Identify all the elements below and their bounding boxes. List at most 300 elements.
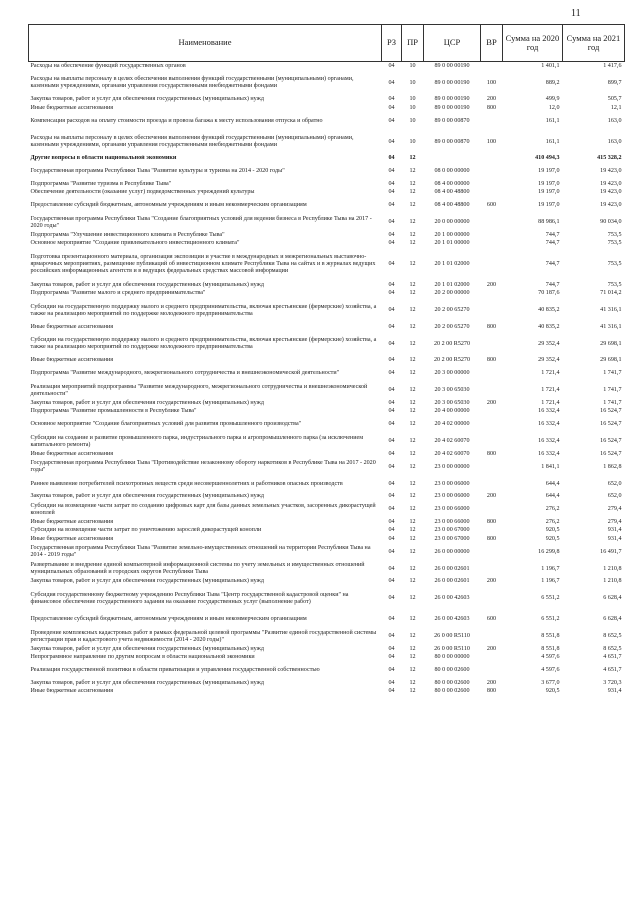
row-rz: 04 bbox=[388, 463, 395, 470]
row-name: Подпрограмма "Развитие промышленности в Республике Тыва" bbox=[30, 408, 197, 415]
row-name: Обеспечение деятельности (оказание услуг) подведомственных учреждений культуры bbox=[30, 189, 255, 196]
row-csr: 80 0 00 02600 bbox=[434, 679, 470, 686]
row-csr: 26 0 00 00000 bbox=[434, 548, 470, 555]
row-name: Предоставление субсидий бюджетным, автономным учреждениям и иным некоммерческим организациям bbox=[30, 616, 307, 623]
row-sum-2020: 6 551,2 bbox=[541, 616, 560, 623]
row-sum-2020: 8 551,8 bbox=[541, 645, 560, 652]
row-sum-2021: 41 316,1 bbox=[600, 323, 622, 330]
row-sum-2020: 16 332,4 bbox=[538, 450, 560, 457]
row-vr bbox=[481, 189, 503, 198]
row-sum-2021: 19 423,0 bbox=[600, 180, 622, 187]
row-csr: 89 0 00 00190 bbox=[434, 104, 470, 111]
row-name: Иные бюджетные ассигнования bbox=[30, 357, 114, 364]
row-csr: 20 3 00 65030 bbox=[434, 387, 470, 394]
row-pr: 12 bbox=[409, 281, 416, 288]
row-rz: 04 bbox=[388, 202, 395, 209]
row-vr bbox=[481, 62, 503, 71]
row-vr bbox=[481, 527, 503, 536]
row-sum-2020: 744,7 bbox=[545, 240, 560, 247]
table-row bbox=[29, 130, 625, 155]
row-vr bbox=[481, 382, 503, 399]
row-csr: 20 2 00 65270 bbox=[434, 307, 470, 314]
row-csr bbox=[424, 155, 481, 164]
row-rz: 04 bbox=[388, 62, 395, 69]
row-csr: 08 4 00 00000 bbox=[434, 180, 470, 187]
row-name: Субсидии на возмещение части затрат по уничтожению зарослей дикорастущей конопли bbox=[30, 527, 262, 534]
row-sum-2020: 889,2 bbox=[545, 79, 560, 86]
row-rz: 04 bbox=[388, 307, 395, 314]
table-row bbox=[29, 180, 625, 189]
row-sum-2020: 744,7 bbox=[545, 231, 560, 238]
row-sum-2020: 920,5 bbox=[545, 527, 560, 534]
row-rz: 04 bbox=[388, 261, 395, 268]
row-vr bbox=[481, 365, 503, 382]
row-csr: 08 0 00 00000 bbox=[434, 168, 470, 175]
row-pr: 12 bbox=[409, 506, 416, 513]
row-name: Закупка товаров, работ и услуг для обеспечения государственных (муниципальных) нужд bbox=[30, 399, 264, 406]
row-vr bbox=[481, 290, 503, 299]
row-sum-2020: 19 197,0 bbox=[538, 202, 560, 209]
row-csr: 80 0 00 02600 bbox=[434, 688, 470, 695]
row-pr: 12 bbox=[409, 595, 416, 602]
row-sum-2020: 16 332,4 bbox=[538, 421, 560, 428]
row-sum-2020: 276,2 bbox=[545, 518, 560, 525]
table-row bbox=[29, 155, 625, 164]
row-vr bbox=[481, 544, 503, 561]
table-row bbox=[29, 518, 625, 527]
row-sum-2020: 644,4 bbox=[545, 493, 560, 500]
row-sum-2021: 1 862,8 bbox=[603, 463, 622, 470]
row-csr: 23 0 00 06000 bbox=[434, 480, 470, 487]
table-row bbox=[29, 214, 625, 231]
row-rz: 04 bbox=[388, 421, 395, 428]
row-name: Субсидии на государственную поддержку малого и среднего предпринимательства, включая крестьянские (фермерские) хозяйства, а также на реализацию мероприятий по поддержке молодежного предпринимательства bbox=[30, 337, 377, 350]
row-vr bbox=[481, 248, 503, 281]
row-sum-2021: 1 741,7 bbox=[603, 399, 622, 406]
header-vr: ВР bbox=[481, 25, 503, 62]
row-rz: 04 bbox=[388, 645, 395, 652]
table-row bbox=[29, 611, 625, 628]
row-rz: 04 bbox=[388, 480, 395, 487]
row-rz: 04 bbox=[388, 370, 395, 377]
row-sum-2020: 16 332,4 bbox=[538, 438, 560, 445]
row-name: Иные бюджетные ассигнования bbox=[30, 104, 114, 111]
row-name: Субсидии на государственную поддержку малого и среднего предпринимательства, включая крестьянские (фермерские) хозяйства, а также на реализацию мероприятий по поддержке молодежного предпринимательства bbox=[30, 303, 377, 317]
table-row bbox=[29, 645, 625, 654]
row-name: Расходы на выплаты персоналу в целях обеспечения выполнения функций государственными (муниципальными) органами, казенными учреждениями, органами управления государственными внебюджетными фондами bbox=[30, 76, 354, 89]
row-sum-2021: 279,4 bbox=[607, 506, 622, 513]
row-rz: 04 bbox=[388, 450, 395, 457]
row-name: Проведение комплексных кадастровых работ в рамках федеральной целевой программы "Развитие единой государственной системы регистрации прав и кадастрового учета недвижимости (2014 - 2020 годы)" bbox=[30, 629, 377, 643]
row-csr: 23 0 00 00000 bbox=[434, 463, 470, 470]
row-sum-2020: 6 551,2 bbox=[541, 595, 560, 602]
row-name: Субсидия государственному бюджетному учреждению Республики Тыва "Центр государственной кадастровой оценки" на финансовое обеспечение государственного задания на оказание государственных услуг (выполнение работ) bbox=[30, 591, 349, 605]
row-pr: 12 bbox=[409, 565, 416, 572]
header-name: Наименование bbox=[29, 25, 382, 62]
row-sum-2021: 1 210,8 bbox=[603, 578, 622, 585]
row-csr: 20 0 00 00000 bbox=[434, 219, 470, 226]
row-sum-2021: 16 524,7 bbox=[600, 421, 622, 428]
table-body bbox=[29, 62, 625, 697]
row-sum-2020: 16 299,8 bbox=[538, 548, 560, 555]
row-rz: 04 bbox=[388, 155, 395, 162]
row-sum-2020: 276,2 bbox=[545, 506, 560, 513]
row-sum-2020: 4 597,6 bbox=[541, 654, 560, 661]
row-sum-2021: 931,4 bbox=[607, 535, 622, 542]
row-rz: 04 bbox=[388, 548, 395, 555]
row-sum-2021: 16 524,7 bbox=[600, 438, 622, 445]
row-pr: 10 bbox=[409, 62, 416, 69]
row-sum-2021: 1 417,6 bbox=[603, 62, 622, 69]
table-row bbox=[29, 71, 625, 96]
table-row bbox=[29, 654, 625, 663]
row-csr: 26 0 00 R5110 bbox=[434, 645, 470, 652]
row-sum-2021: 90 034,0 bbox=[600, 219, 622, 226]
row-sum-2021: 753,5 bbox=[607, 261, 622, 268]
table-row bbox=[29, 96, 625, 105]
table-header bbox=[29, 25, 625, 62]
row-rz: 04 bbox=[388, 578, 395, 585]
row-pr: 10 bbox=[409, 96, 416, 103]
table-row bbox=[29, 578, 625, 587]
row-csr: 89 0 00 00870 bbox=[434, 138, 470, 145]
row-sum-2021: 19 423,0 bbox=[600, 189, 622, 196]
row-vr: 800 bbox=[486, 323, 497, 330]
row-rz: 04 bbox=[388, 688, 395, 695]
row-vr: 200 bbox=[486, 493, 497, 500]
row-sum-2021: 12,1 bbox=[610, 104, 622, 111]
row-csr: 89 0 00 00190 bbox=[434, 96, 470, 103]
row-pr: 12 bbox=[409, 168, 416, 175]
row-rz: 04 bbox=[388, 408, 395, 415]
row-vr bbox=[481, 113, 503, 130]
row-pr: 12 bbox=[409, 323, 416, 330]
table-row bbox=[29, 586, 625, 611]
row-sum-2021: 899,7 bbox=[607, 79, 622, 86]
budget-table-container bbox=[28, 24, 624, 696]
row-rz: 04 bbox=[388, 79, 395, 86]
row-sum-2020: 499,9 bbox=[545, 96, 560, 103]
row-vr bbox=[481, 298, 503, 323]
table-row bbox=[29, 399, 625, 408]
row-sum-2021: 3 720,3 bbox=[603, 679, 622, 686]
row-pr: 12 bbox=[409, 219, 416, 226]
row-name: Расходы на выплаты персоналу в целях обеспечения выполнения функций государственными (муниципальными) органами, казенными учреждениями, органами управления государственными внебюджетными фондами bbox=[30, 135, 354, 148]
row-pr: 12 bbox=[409, 240, 416, 247]
row-sum-2020: 40 835,2 bbox=[538, 307, 560, 314]
row-pr: 12 bbox=[409, 180, 416, 187]
row-sum-2021: 16 524,7 bbox=[600, 408, 622, 415]
row-csr: 23 0 00 06000 bbox=[434, 493, 470, 500]
row-sum-2021: 652,0 bbox=[607, 493, 622, 500]
row-sum-2020: 1 721,4 bbox=[541, 370, 560, 377]
table-row bbox=[29, 688, 625, 697]
row-name: Закупка товаров, работ и услуг для обеспечения государственных (муниципальных) нужд bbox=[30, 645, 264, 652]
row-sum-2020: 1 721,4 bbox=[541, 399, 560, 406]
row-pr: 12 bbox=[409, 261, 416, 268]
table-row bbox=[29, 290, 625, 299]
row-sum-2020: 29 352,4 bbox=[538, 357, 560, 364]
row-rz: 04 bbox=[388, 438, 395, 445]
row-csr: 20 2 00 65270 bbox=[434, 323, 470, 330]
table-row bbox=[29, 323, 625, 332]
table-row bbox=[29, 240, 625, 249]
row-name: Государственная программа Республики Тыва "Создание благоприятных условий для ведения бизнеса в Республике Тыва на 2017 - 2020 годы" bbox=[30, 215, 372, 229]
row-sum-2020: 4 597,6 bbox=[541, 667, 560, 674]
row-vr: 800 bbox=[486, 357, 497, 364]
row-rz: 04 bbox=[388, 535, 395, 542]
table-row bbox=[29, 459, 625, 476]
row-vr bbox=[481, 332, 503, 357]
row-name: Подпрограмма "Развитие малого и среднего предпринимательства" bbox=[30, 290, 206, 297]
row-vr: 800 bbox=[486, 535, 497, 542]
row-pr: 10 bbox=[409, 79, 416, 86]
header-rz: РЗ bbox=[382, 25, 402, 62]
row-name: Реализация государственной политики в области приватизации и управления государственной собственностью bbox=[30, 667, 320, 674]
row-sum-2021: 16 524,7 bbox=[600, 450, 622, 457]
row-name: Государственная программа Республики Тыва "Противодействие незаконному обороту наркотиков в Республике Тыва на 2017 - 2020 годы" bbox=[30, 460, 376, 473]
row-sum-2020: 1 401,1 bbox=[541, 62, 560, 69]
row-sum-2021: 931,4 bbox=[607, 688, 622, 695]
row-csr: 80 0 00 02600 bbox=[434, 667, 470, 674]
row-rz: 04 bbox=[388, 168, 395, 175]
row-sum-2020: 161,1 bbox=[545, 117, 560, 124]
row-pr: 12 bbox=[409, 463, 416, 470]
row-sum-2021: 71 014,2 bbox=[600, 290, 622, 297]
row-rz: 04 bbox=[388, 189, 395, 196]
table-row bbox=[29, 527, 625, 536]
row-vr bbox=[481, 231, 503, 240]
row-sum-2021: 505,7 bbox=[607, 96, 622, 103]
row-sum-2020: 19 197,0 bbox=[538, 189, 560, 196]
table-row bbox=[29, 298, 625, 323]
row-sum-2021: 8 652,5 bbox=[603, 645, 622, 652]
row-name: Расходы на обеспечение функций государственных органов bbox=[30, 62, 186, 69]
table-row bbox=[29, 408, 625, 417]
row-sum-2020: 3 677,0 bbox=[541, 679, 560, 686]
row-vr: 200 bbox=[486, 281, 497, 288]
table-row bbox=[29, 416, 625, 433]
row-sum-2021: 753,5 bbox=[607, 281, 622, 288]
row-rz: 04 bbox=[388, 96, 395, 103]
row-name: Подпрограмма "Улучшение инвестиционного климата в Республике Тыва" bbox=[30, 231, 225, 238]
table-row bbox=[29, 501, 625, 518]
row-vr bbox=[481, 628, 503, 645]
row-rz: 04 bbox=[388, 357, 395, 364]
row-pr: 12 bbox=[409, 155, 416, 162]
table-row bbox=[29, 476, 625, 493]
row-csr: 20 4 02 00000 bbox=[434, 421, 470, 428]
row-csr: 89 0 00 00870 bbox=[434, 117, 470, 124]
row-csr: 20 4 02 60070 bbox=[434, 450, 470, 457]
row-sum-2020: 1 196,7 bbox=[541, 565, 560, 572]
header-sum-2021: Сумма на 2021 год bbox=[563, 25, 625, 62]
table-row bbox=[29, 544, 625, 561]
row-name: Реализация мероприятий подпрограммы "Развитие международного, межрегионального сотрудничества и внешнеэкономической деятельности" bbox=[30, 383, 368, 397]
row-sum-2021: 753,5 bbox=[607, 240, 622, 247]
row-pr: 12 bbox=[409, 480, 416, 487]
row-vr: 100 bbox=[486, 138, 497, 145]
row-rz: 04 bbox=[388, 518, 395, 525]
row-rz: 04 bbox=[388, 219, 395, 226]
row-rz: 04 bbox=[388, 323, 395, 330]
row-vr: 800 bbox=[486, 518, 497, 525]
row-sum-2020: 19 197,0 bbox=[538, 168, 560, 175]
row-csr: 23 0 00 67000 bbox=[434, 527, 470, 534]
row-rz: 04 bbox=[388, 138, 395, 145]
row-sum-2021: 1 741,7 bbox=[603, 387, 622, 394]
row-rz: 04 bbox=[388, 399, 395, 406]
row-sum-2020: 920,5 bbox=[545, 688, 560, 695]
row-name: Иные бюджетные ассигнования bbox=[30, 518, 114, 525]
row-pr: 12 bbox=[409, 493, 416, 500]
row-name: Подпрограмма "Развитие туризма в Республике Тыва" bbox=[30, 180, 172, 187]
row-csr: 89 0 00 00190 bbox=[434, 62, 470, 69]
row-csr: 08 4 00 48800 bbox=[434, 189, 470, 196]
table-row bbox=[29, 197, 625, 214]
row-vr bbox=[481, 654, 503, 663]
row-rz: 04 bbox=[388, 240, 395, 247]
table-row bbox=[29, 104, 625, 113]
row-sum-2020: 920,5 bbox=[545, 535, 560, 542]
table-row bbox=[29, 450, 625, 459]
row-name: Непрограммное направление по другим вопросам в области национальной экономики bbox=[30, 654, 255, 661]
row-pr: 12 bbox=[409, 340, 416, 347]
row-csr: 26 0 00 42603 bbox=[434, 595, 470, 602]
row-vr: 200 bbox=[486, 578, 497, 585]
row-name: Иные бюджетные ассигнования bbox=[30, 450, 114, 457]
row-sum-2021: 4 651,7 bbox=[603, 667, 622, 674]
row-rz: 04 bbox=[388, 633, 395, 640]
row-sum-2020: 744,7 bbox=[545, 261, 560, 268]
row-vr bbox=[481, 240, 503, 249]
row-pr: 12 bbox=[409, 518, 416, 525]
table-row bbox=[29, 679, 625, 688]
row-pr: 10 bbox=[409, 104, 416, 111]
row-sum-2020: 744,7 bbox=[545, 281, 560, 288]
table-row bbox=[29, 357, 625, 366]
row-sum-2021: 29 698,1 bbox=[600, 340, 622, 347]
row-csr: 26 0 00 42603 bbox=[434, 616, 470, 623]
row-sum-2021: 931,4 bbox=[607, 527, 622, 534]
row-pr: 12 bbox=[409, 688, 416, 695]
row-pr: 12 bbox=[409, 231, 416, 238]
row-vr bbox=[481, 459, 503, 476]
row-pr: 12 bbox=[409, 399, 416, 406]
row-csr: 08 4 00 48800 bbox=[434, 202, 470, 209]
row-rz: 04 bbox=[388, 595, 395, 602]
row-csr: 20 4 00 00000 bbox=[434, 408, 470, 415]
row-name: Государственная программа Республики Тыва "Развитие земельно-имущественных отношений на территории Республики Тыва на 2014 - 2019 годы" bbox=[30, 545, 371, 558]
row-sum-2020: 16 332,4 bbox=[538, 408, 560, 415]
row-name: Закупка товаров, работ и услуг для обеспечения государственных (муниципальных) нужд bbox=[30, 281, 264, 288]
row-name: Развертывание и внедрение единой компьютерной информационной системы по учету земельных и имущественных отношений муниципальных образований и городских округов Республики Тыва bbox=[30, 562, 365, 575]
row-vr bbox=[481, 586, 503, 611]
row-csr: 26 0 00 02601 bbox=[434, 565, 470, 572]
row-pr: 12 bbox=[409, 357, 416, 364]
table-row bbox=[29, 332, 625, 357]
row-pr: 12 bbox=[409, 616, 416, 623]
row-sum-2021: 19 423,0 bbox=[600, 202, 622, 209]
row-vr bbox=[481, 416, 503, 433]
table-row bbox=[29, 163, 625, 180]
table-row bbox=[29, 561, 625, 578]
budget-table bbox=[28, 24, 625, 696]
row-csr: 20 2 00 00000 bbox=[434, 290, 470, 297]
row-rz: 04 bbox=[388, 387, 395, 394]
row-vr: 200 bbox=[486, 679, 497, 686]
row-rz: 04 bbox=[388, 340, 395, 347]
row-sum-2020: 8 551,8 bbox=[541, 633, 560, 640]
row-sum-2021: 29 698,1 bbox=[600, 357, 622, 364]
row-sum-2020: 19 197,0 bbox=[538, 180, 560, 187]
row-name: Другие вопросы в области национальной экономики bbox=[30, 155, 177, 162]
row-csr: 20 1 01 02000 bbox=[434, 281, 470, 288]
row-sum-2021: 163,0 bbox=[607, 117, 622, 124]
row-name: Раннее выявление потребителей психотропных веществ среди несовершеннолетних и работников опасных производств bbox=[30, 480, 343, 487]
row-csr: 26 0 00 R5110 bbox=[434, 633, 470, 640]
row-csr: 80 0 00 00000 bbox=[434, 654, 470, 661]
row-pr: 12 bbox=[409, 450, 416, 457]
row-sum-2021: 4 651,7 bbox=[603, 654, 622, 661]
row-sum-2021: 279,4 bbox=[607, 518, 622, 525]
page-number: 11 bbox=[571, 8, 581, 19]
row-sum-2020: 161,1 bbox=[545, 138, 560, 145]
row-vr: 800 bbox=[486, 104, 497, 111]
row-name: Компенсация расходов на оплату стоимости проезда и провоза багажа к месту использования отпуска и обратно bbox=[30, 117, 323, 124]
row-name: Иные бюджетные ассигнования bbox=[30, 688, 114, 695]
row-rz: 04 bbox=[388, 493, 395, 500]
row-pr: 12 bbox=[409, 438, 416, 445]
row-rz: 04 bbox=[388, 679, 395, 686]
row-sum-2020: 40 835,2 bbox=[538, 323, 560, 330]
row-pr: 10 bbox=[409, 117, 416, 124]
row-pr: 12 bbox=[409, 645, 416, 652]
row-name: Иные бюджетные ассигнования bbox=[30, 535, 114, 542]
row-vr bbox=[481, 155, 503, 164]
row-rz: 04 bbox=[388, 667, 395, 674]
row-vr bbox=[481, 433, 503, 450]
row-csr: 20 3 00 65030 bbox=[434, 399, 470, 406]
row-pr: 12 bbox=[409, 189, 416, 196]
row-pr: 12 bbox=[409, 548, 416, 555]
row-vr: 100 bbox=[486, 79, 497, 86]
row-rz: 04 bbox=[388, 654, 395, 661]
row-rz: 04 bbox=[388, 180, 395, 187]
row-pr: 12 bbox=[409, 307, 416, 314]
header-csr: ЦСР bbox=[424, 25, 481, 62]
row-vr: 200 bbox=[486, 96, 497, 103]
row-name: Основное мероприятие "Создание благоприятных условий для развития промышленного производства" bbox=[30, 421, 302, 428]
row-csr: 23 0 00 66000 bbox=[434, 518, 470, 525]
row-sum-2020: 1 196,7 bbox=[541, 578, 560, 585]
row-pr: 12 bbox=[409, 408, 416, 415]
row-rz: 04 bbox=[388, 506, 395, 513]
table-row bbox=[29, 662, 625, 679]
table-row bbox=[29, 189, 625, 198]
row-name: Закупка товаров, работ и услуг для обеспечения государственных (муниципальных) нужд bbox=[30, 578, 264, 585]
row-pr: 10 bbox=[409, 138, 416, 145]
table-row bbox=[29, 62, 625, 71]
table-row bbox=[29, 365, 625, 382]
table-row bbox=[29, 113, 625, 130]
row-vr: 800 bbox=[486, 450, 497, 457]
row-sum-2021: 6 628,4 bbox=[603, 616, 622, 623]
header-row bbox=[29, 25, 625, 62]
row-pr: 12 bbox=[409, 535, 416, 542]
row-rz: 04 bbox=[388, 104, 395, 111]
row-vr bbox=[481, 662, 503, 679]
